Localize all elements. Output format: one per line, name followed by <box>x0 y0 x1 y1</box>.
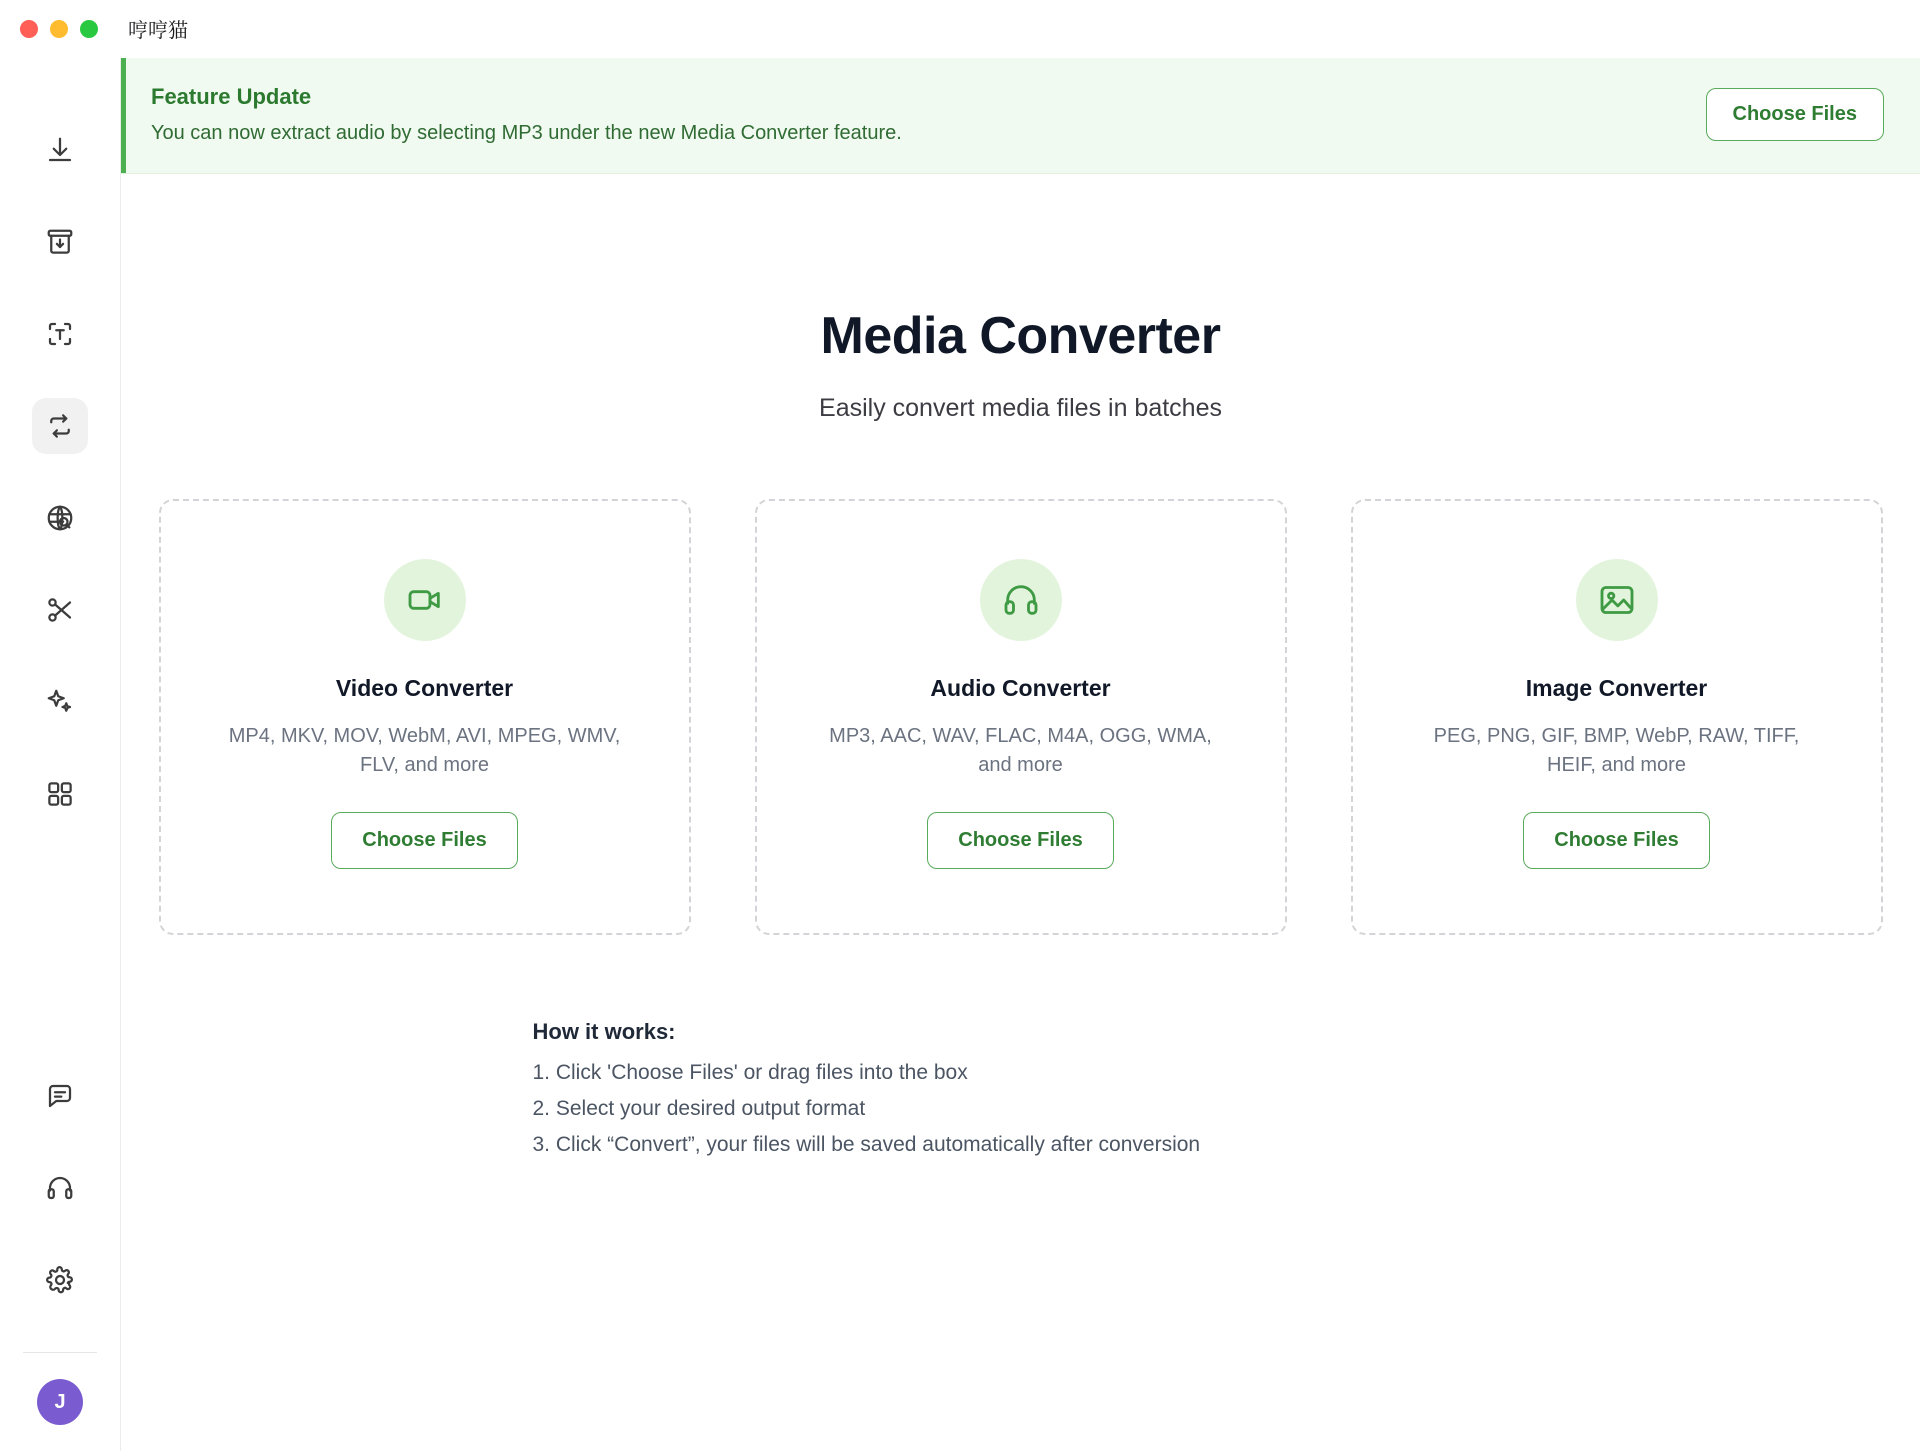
app-title: 哼哼猫 <box>128 20 188 42</box>
sidebar-item-ai-tools[interactable] <box>32 674 88 730</box>
banner-title: Feature Update <box>151 84 312 109</box>
how-it-works-step: 1. Click 'Choose Files' or drag files into the box <box>532 1061 968 1084</box>
how-it-works <box>413 1019 1629 1169</box>
banner-text <box>151 84 902 145</box>
card-formats: MP3, AAC, WAV, FLAC, M4A, OGG, WMA, and more <box>829 725 1212 776</box>
sidebar-bottom <box>23 1068 97 1451</box>
avatar[interactable]: J <box>37 1379 83 1425</box>
headset-icon <box>45 1173 75 1203</box>
main-area <box>121 58 1920 1451</box>
zoom-window-button[interactable] <box>80 20 98 38</box>
convert-loop-icon <box>45 411 75 441</box>
feature-update-banner <box>121 58 1920 174</box>
sidebar-item-media-converter[interactable] <box>32 398 88 454</box>
text-frame-icon <box>45 319 75 349</box>
sidebar-item-support[interactable] <box>32 1160 88 1216</box>
content-area <box>121 174 1920 1451</box>
title-bar <box>0 0 1920 58</box>
chat-icon <box>45 1081 75 1111</box>
how-it-works-step: 3. Click “Convert”, your files will be saved automatically after conversion <box>532 1133 1201 1156</box>
sidebar-item-apps-grid[interactable] <box>32 766 88 822</box>
headphones-icon <box>980 559 1062 641</box>
archive-download-icon <box>45 227 75 257</box>
card-formats: MP4, MKV, MOV, WebM, AVI, MPEG, WMV, FLV, and more <box>228 725 621 776</box>
card-video-converter[interactable] <box>159 499 691 935</box>
how-it-works-title: How it works: <box>532 1019 676 1044</box>
globe-search-icon <box>45 503 75 533</box>
image-choose-files-button[interactable]: Choose Files <box>1523 812 1709 869</box>
card-image-converter[interactable] <box>1351 499 1883 935</box>
app-body <box>0 58 1920 1451</box>
card-formats: PEG, PNG, GIF, BMP, WebP, RAW, TIFF, HEIF, and more <box>1433 725 1800 776</box>
sidebar-item-settings[interactable] <box>32 1252 88 1308</box>
page-subtitle: Easily convert media files in batches <box>819 394 1222 422</box>
card-audio-converter[interactable] <box>755 499 1287 935</box>
sidebar-item-batch-download[interactable] <box>32 214 88 270</box>
image-icon <box>1576 559 1658 641</box>
window-controls <box>20 20 98 38</box>
page-title: Media Converter <box>820 307 1221 365</box>
gear-icon <box>45 1265 75 1295</box>
scissors-icon <box>45 595 75 625</box>
banner-message: You can now extract audio by selecting MP3 under the new Media Converter feature. <box>151 122 902 144</box>
sidebar-divider <box>23 1352 97 1353</box>
sidebar-item-feedback[interactable] <box>32 1068 88 1124</box>
card-title: Image Converter <box>1525 675 1708 701</box>
audio-choose-files-button[interactable]: Choose Files <box>927 812 1113 869</box>
card-title: Video Converter <box>335 675 514 701</box>
converter-cards <box>159 499 1883 935</box>
video-camera-icon <box>384 559 466 641</box>
video-choose-files-button[interactable]: Choose Files <box>331 812 517 869</box>
grid-icon <box>45 779 75 809</box>
sidebar-item-cut[interactable] <box>32 582 88 638</box>
sidebar-item-transcribe[interactable] <box>32 306 88 362</box>
card-title: Audio Converter <box>930 675 1111 701</box>
banner-choose-files-button[interactable]: Choose Files <box>1706 88 1884 141</box>
minimize-window-button[interactable] <box>50 20 68 38</box>
sidebar <box>0 58 121 1451</box>
sidebar-item-web-search[interactable] <box>32 490 88 546</box>
sidebar-item-download[interactable] <box>32 122 88 178</box>
close-window-button[interactable] <box>20 20 38 38</box>
sparkle-icon <box>45 687 75 717</box>
download-icon <box>45 135 75 165</box>
how-it-works-step: 2. Select your desired output format <box>532 1097 866 1120</box>
